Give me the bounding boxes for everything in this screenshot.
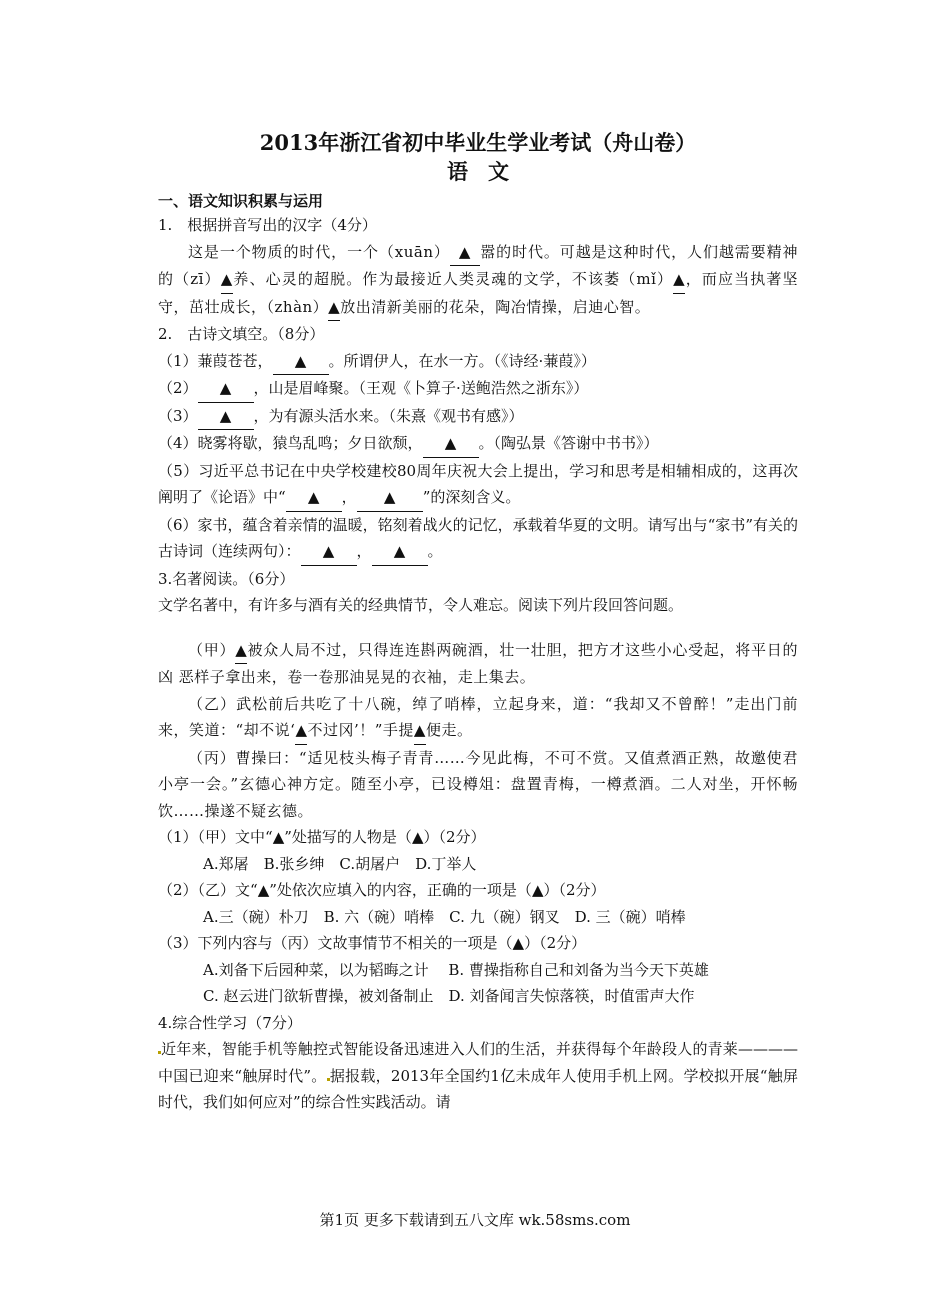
sub-question-text: ）（2分）	[543, 881, 606, 899]
q2-heading: 2. 古诗文填空。（8分）	[158, 325, 325, 343]
answer-blank: ▲	[286, 484, 342, 512]
q1-text: ，而应当执著坚守，茁壮成长，（zhàn）	[158, 270, 798, 316]
q4-text: 近年来，智能手机等触控式智能设备迅速进入人们的生活，并获得每个年龄段人的青莱————中国已迎来“触屏时代”。	[158, 1040, 798, 1085]
triangle-icon: ▲	[295, 717, 307, 745]
sub-question-text: ”处依次应填入的内容，正确的一项是（	[269, 881, 532, 899]
q2-text: ，	[341, 488, 357, 506]
passage-bing: （丙）曹操曰：“适见枝头梅子青青……今见此梅，不可不赏。又值煮酒正熟，故邀使君小亭一会。”玄德心神方定。随至小亭，已设樽俎：盘置青梅，一樽煮酒。二人对坐，开怀畅饮……操遂不疑玄德。	[158, 748, 798, 820]
q4-text: 据报载，2013年全国约1亿未成年人使用手机上网。学校拟开展“触屏时代，我们如何应对”的综合性实践活动。请	[158, 1066, 798, 1111]
sub-question-text: ”处描写的人物是（	[284, 828, 412, 846]
q2-line-2	[158, 375, 798, 403]
answer-blank: ▲	[357, 484, 423, 512]
q2-line-4	[158, 430, 798, 458]
q2-line-5	[158, 458, 798, 512]
q2-text: 。	[427, 542, 443, 560]
sub-question-text: ）（2分）	[524, 934, 587, 952]
triangle-icon: ▲	[272, 828, 285, 846]
section-heading: 一、语文知识积累与运用	[158, 192, 324, 210]
triangle-icon: ▲	[512, 934, 525, 952]
passage-text: 不过冈’！”手提	[307, 721, 414, 739]
q2-text: ，山是眉峰聚。（王观《卜算子·送鲍浩然之浙东》）	[253, 379, 589, 397]
q3-sub1-options: A.郑屠 B.张乡绅 C.胡屠户 D.丁举人	[203, 854, 477, 873]
q1-text: 嚣的时代。可越是这种时代，人们越需要精神的（zī）	[158, 242, 798, 288]
q1-text: 这是一个物质的时代，一个（xuān）	[188, 242, 450, 261]
passage-yi	[158, 691, 798, 745]
sub-question-text: （1）（甲）文中“	[158, 828, 273, 846]
q3-sub3-options-cd: C. 赵云进门欲斩曹操，被刘备制止 D. 刘备闻言失惊落筷，时值雷声大作	[203, 987, 695, 1005]
triangle-icon: ▲	[531, 881, 544, 899]
triangle-icon: ▲	[257, 881, 270, 899]
answer-blank: ▲	[273, 348, 329, 376]
q2-text: 。所谓伊人，在水一方。（《诗经·蒹葭》）	[328, 351, 596, 370]
q4-paragraph	[158, 1036, 798, 1116]
q2-text: 。（陶弘景《答谢中书书》）	[478, 434, 659, 452]
q2-text: （1）蒹葭苍苍，	[158, 351, 273, 370]
q1-text: 放出清新美丽的花朵，陶冶情操，启迪心智。	[340, 297, 651, 316]
q2-text: （6）家书，蕴含着亲情的温暖，铭刻着战火的记忆，承载着华夏的文明。请写出与“家书”有关的古诗词（连续两句）：	[158, 515, 798, 560]
page-footer: 第1页 更多下载请到五八文库 wk.58sms.com	[319, 1211, 631, 1229]
q2-text: ，	[356, 542, 372, 560]
q2-text: （5）习近平总书记在中央学校建校80周年庆祝大会上提出，学习和思考是相辅相成的，这再次阐明了《论语》中“	[158, 461, 798, 506]
passage-label: （甲）	[188, 640, 236, 659]
passage-jia	[158, 637, 798, 691]
q3-sub2	[158, 877, 798, 904]
exam-title: 2013年浙江省初中毕业生学业考试（舟山卷）	[259, 130, 697, 155]
q3-intro: 文学名著中，有许多与酒有关的经典情节，令人难忘。阅读下列片段回答问题。	[158, 596, 684, 614]
sub-question-text: ）（2分）	[423, 828, 486, 846]
q3-sub3-options-ab: A.刘备下后园种菜，以为韬晦之计 B. 曹操指称自己和刘备为当今天下英雄	[203, 960, 709, 979]
answer-blank: ▲	[198, 375, 254, 403]
q1-paragraph	[158, 239, 798, 322]
answer-blank: ▲	[372, 538, 428, 566]
q4-heading: 4.综合性学习（7分）	[158, 1013, 302, 1032]
q1-text: 养、心灵的超脱。作为最接近人类灵魂的文学，不该萎（mǐ）	[232, 270, 674, 288]
answer-blank: ▲	[301, 538, 357, 566]
q1-heading: 1. 根据拼音写出的汉字（4分）	[158, 216, 377, 234]
answer-blank: ▲	[198, 403, 254, 431]
passage-text: 便走。	[425, 721, 473, 739]
answer-blank: ▲	[423, 430, 479, 458]
q3-sub3	[158, 930, 798, 957]
exam-page	[158, 128, 798, 1116]
q2-text: ，为有源头活水来。（朱熹《观书有感》）	[253, 406, 524, 425]
exam-subject: 语文	[447, 159, 529, 184]
q2-text: （4）晓雾将歇，猿鸟乱鸣；夕日欲颓，	[158, 434, 423, 452]
q2-text: （2）	[158, 379, 198, 397]
q2-text: （3）	[158, 406, 198, 425]
triangle-icon: ▲	[673, 266, 685, 294]
q2-line-6	[158, 512, 798, 566]
sub-question-text: （3）下列内容与（丙）文故事情节不相关的一项是（	[158, 934, 513, 952]
q3-sub2-options: A.三（碗）朴刀 B. 六（碗）哨棒 C. 九（碗）钢叉 D. 三（碗）哨棒	[203, 907, 686, 926]
q2-line-1	[158, 348, 798, 376]
answer-blank: ▲	[450, 239, 480, 267]
triangle-icon: ▲	[411, 828, 424, 846]
triangle-icon: ▲	[414, 717, 426, 745]
triangle-icon: ▲	[328, 294, 340, 322]
q2-line-3	[158, 403, 798, 431]
triangle-icon: ▲	[221, 266, 233, 294]
passage-text: 被众人局不过，只得连连斟两碗酒，壮一壮胆，把方才这些小心受起，将平日的凶 恶样子拿出来，卷一卷那油晃晃的衣袖，走上集去。	[158, 640, 798, 686]
q3-sub1	[158, 824, 798, 851]
triangle-icon: ▲	[235, 637, 247, 665]
q3-heading: 3.名著阅读。（6分）	[158, 569, 295, 588]
sub-question-text: （2）（乙）文“	[158, 881, 258, 899]
passage-text: （乙）武松前后共吃了十八碗，绰了哨棒，立起身来，道：“我却又不曾醉！”走出门前来，笑道：“却不说‘	[158, 694, 798, 739]
q2-text: ”的深刻含义。	[422, 488, 521, 506]
